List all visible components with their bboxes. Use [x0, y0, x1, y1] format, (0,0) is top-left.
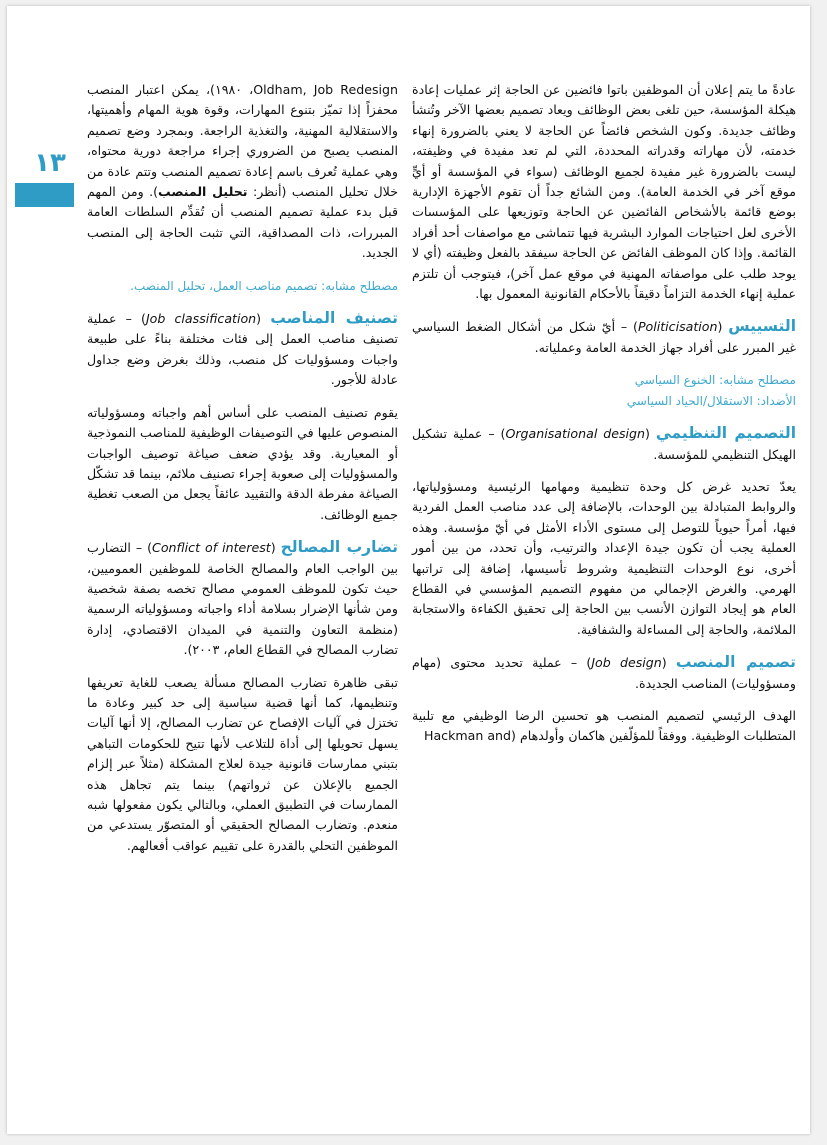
term-heading: تضارب المصالح — [280, 538, 399, 557]
job-classification-body: يقوم تصنيف المنصب على أساس أهم واجباته ومسؤولياته المنصوص عليها في التوصيفات الوظيفية للمناصب النموذجية أو المعيارية. وقد يؤدي ضعف صياغة توصيف الواجبات والمسؤوليات إلى صعوبة إجراء تصنيف ملائم، بينما قد تشكّل الصياغة مفرطة الدقة والتقييد عائقاً يجعل من الصعب تغطية جميع الوظائف. — [87, 404, 398, 522]
org-design-body: يعدّ تحديد غرض كل وحدة تنظيمية ومهامها الرئيسية ومسؤولياتها، والروابط المتبادلة بين الوحدات، بالإضافة إلى عدد مناصب العمل الفردية فيها، أمراً حيوياً للتوصل إلى مستوى الأداء الأمثل في أيّ مؤسسة. وهذه العملية يجب أن تكون جيدة الإعداد والترتيب، وأن تحدد، من بين أمور أخرى، نوع الوحدات التنظيمية وشروط تأسيسها، إضافة إلى تراتبها الهرمي. والغرض الإجمالي من مفهوم التصميم المؤسسي في القطاع العام هو إيجاد التوازن الأنسب بين الحاجة إلى تحقيق الكفاءة والاستجابة الملائمة، والحاجة إلى المساءلة والشفافية. — [412, 478, 796, 637]
term-heading: تصميم المنصب — [675, 653, 797, 672]
similar-term: مصطلح مشابه: الخنوع السياسي — [634, 373, 796, 388]
entry-org-design: التصميم التنظيمي (Organisational design) – عملية تشكيل الهيكل التنظيمي للمؤسسة. — [412, 424, 797, 462]
page-tab-marker — [15, 183, 74, 207]
right-column — [412, 80, 796, 759]
term-definition: – عملية تحديد محتوى (مهام ومسؤوليات) المناصب الجديدة. — [412, 655, 796, 691]
term-heading: التصميم التنظيمي — [655, 424, 797, 443]
term-definition: – أيّ شكل من أشكال الضغط السياسي غير المبرر على أفراد جهاز الخدمة العامة وعملياته. — [412, 319, 796, 355]
entry-politicisation: التسييس (Politicisation) – أيّ شكل من أشكال الضغط السياسي غير المبرر على أفراد جهاز الخدمة العامة وعملياته. — [412, 317, 797, 355]
term-definition: – عملية تصنيف مناصب العمل إلى فئات مختلفة بناءً على طبيعة واجبات ومسؤوليات كل منصب، وذلك بغرض وضع جداول عادلة للأجور. — [87, 311, 398, 388]
conflict-of-interest-body: تبقى ظاهرة تضارب المصالح مسألة يصعب للغاية تعريفها وتنظيمها، كما أنها قضية سياسية إلى حد كبير وعادة ما تختزل في آليات الإفصاح عن تضارب المصالح، إلا أنها آليات يسهل تحويلها إلى أداة للتلاعب لأنها تتيح للحكومات التباهي بتبني ممارسات قانونية جيدة لعلاج المشكلة (مثلاً عبر إلزام الجميع بالإعلان عن ثرواتهم) بينما يتم تجاهل هذه الممارسات في التطبيق العملي، وبالتالي يكون مفعولها شبه منعدم. وتضارب المصالح الحقيقي أو المتصوّر يستدعي من الموظفين التحلي بالقدرة على تقييم عواقب أفعالهم. — [87, 674, 398, 853]
left-column — [87, 80, 398, 868]
opposite-terms: الأضداد: الاستقلال/الحياد السياسي — [626, 393, 796, 408]
cross-reference: تحليل المنصب — [158, 184, 248, 200]
term-english: Job classification — [145, 311, 257, 327]
entry-conflict-of-interest: تضارب المصالح (Conflict of interest) – التضارب بين الواجب العام والمصالح الخاصة للموظفين العموميين، حيث تكون للموظف العمومي مصالح تخصه بصفة شخصية ومن شأنها الإضرار بسلامة أداء واجباته ومسؤولياته الرسمية (منظمة التعاون والتنمية في الميدان الاقتصادي، إدارة تضارب المصالح في القطاع العام، ٢٠٠٣). — [87, 538, 399, 658]
entry-job-design: تصميم المنصب (Job design) – عملية تحديد محتوى (مهام ومسؤوليات) المناصب الجديدة. — [412, 653, 797, 691]
term-definition: – عملية تشكيل الهيكل التنظيمي للمؤسسة. — [412, 426, 796, 462]
intro-paragraph: عادةً ما يتم إعلان أن الموظفين باتوا فائضين عن الحاجة إثر عمليات إعادة هيكلة المؤسسة، حين تلغى بعض الوظائف ويعاد تصميم بعضها الآخر وتُنشأ وظائف جديدة. وكون الشخص فائضاً عن الحاجة لا يعني بالضرورة إنهاء خدمته، لأن مهاراته وقدراته المحددة، التي لم تعد مفيدة في وظيفته، ليست بالضرورة غير مفيدة لجميع الوظائف (سواء في المؤسسة أو أيٍّ موقع آخر في الخدمة العامة). ومن الشائع جداً أن تقوم الأجهزة الإدارية بوضع قائمة بالأشخاص الفائضين عن الحاجة وتوزيعها على المؤسسات الأخرى لعل احتياجات الموارد البشرية فيها تتماشى مع مواصفات أحد أفراد القائمة. وإذا كان الموظف الفائض عن الحاجة سيفقد بالفعل وظيفته (أي لا يوجد طلب على مواصفاته المهنية في موقع عمل آخر)، فيتوجب أن تلتزم عملية إنهاء الخدمة التزاماً دقيقاً بالأحكام القانونية المعمول بها. — [412, 82, 796, 302]
continuation-text: Oldham, Job Redesign، ١٩٨٠)، يمكن اعتبار المنصب محفزاً إذا تميّز بتنوع المهارات، وقوة هوية المهام وأهميتها، والاستقلالية المهنية، والتغذية الراجعة. وبمجرد وضع تصميم المنصب يصبح من الضروري إجراء مراجعة دورية محتواه، وهي عملية تُعرف باسم إعادة تصميم المنصب وتتم عادة من خلال تحليل المنصب (أنظر: — [87, 82, 398, 200]
similar-term: مصطلح مشابه: تصميم مناصب العمل، تحليل المنصب. — [130, 278, 398, 293]
term-english: Conflict of interest — [152, 540, 271, 556]
term-english: Job design — [591, 655, 662, 671]
term-english: Politicisation — [637, 319, 718, 335]
term-english: Organisational design — [505, 426, 646, 442]
term-heading: تصنيف المناصب — [270, 309, 398, 328]
job-design-body: الهدف الرئيسي لتصميم المنصب هو تحسين الرضا الوظيفي مع تلبية المتطلبات الوظيفية. ووفقاً للمؤلّفين هاكمان وأولدهام (Hackman and — [412, 707, 796, 744]
term-definition: – التضارب بين الواجب العام والمصالح الخاصة للموظفين العموميين، حيث تكون للموظف العمومي مصالح تخصه بصفة شخصية ومن شأنها الإضرار بسلامة أداء واجباته ومسؤولياته الرسمية (منظمة التعاون والتنمية في الميدان الاقتصادي، إدارة تضارب المصالح في القطاع العام، ٢٠٠٣). — [87, 540, 398, 658]
entry-job-classification: تصنيف المناصب (Job classification) – عملية تصنيف مناصب العمل إلى فئات مختلفة بناءً على طبيعة واجبات ومسؤوليات كل منصب، وذلك بغرض وضع جداول عادلة للأجور. — [87, 309, 398, 388]
page-number: ١٣ — [34, 148, 66, 178]
continuation-text: ). ومن المهم قبل بدء عملية تصميم المنصب أن تُقدِّم السلطات العامة المبررات، ذات المصداقية، التي تثبت الحاجة إلى المنصب الجديد. — [87, 184, 398, 261]
job-design-continuation — [87, 80, 398, 264]
term-heading: التسييس — [728, 317, 797, 336]
